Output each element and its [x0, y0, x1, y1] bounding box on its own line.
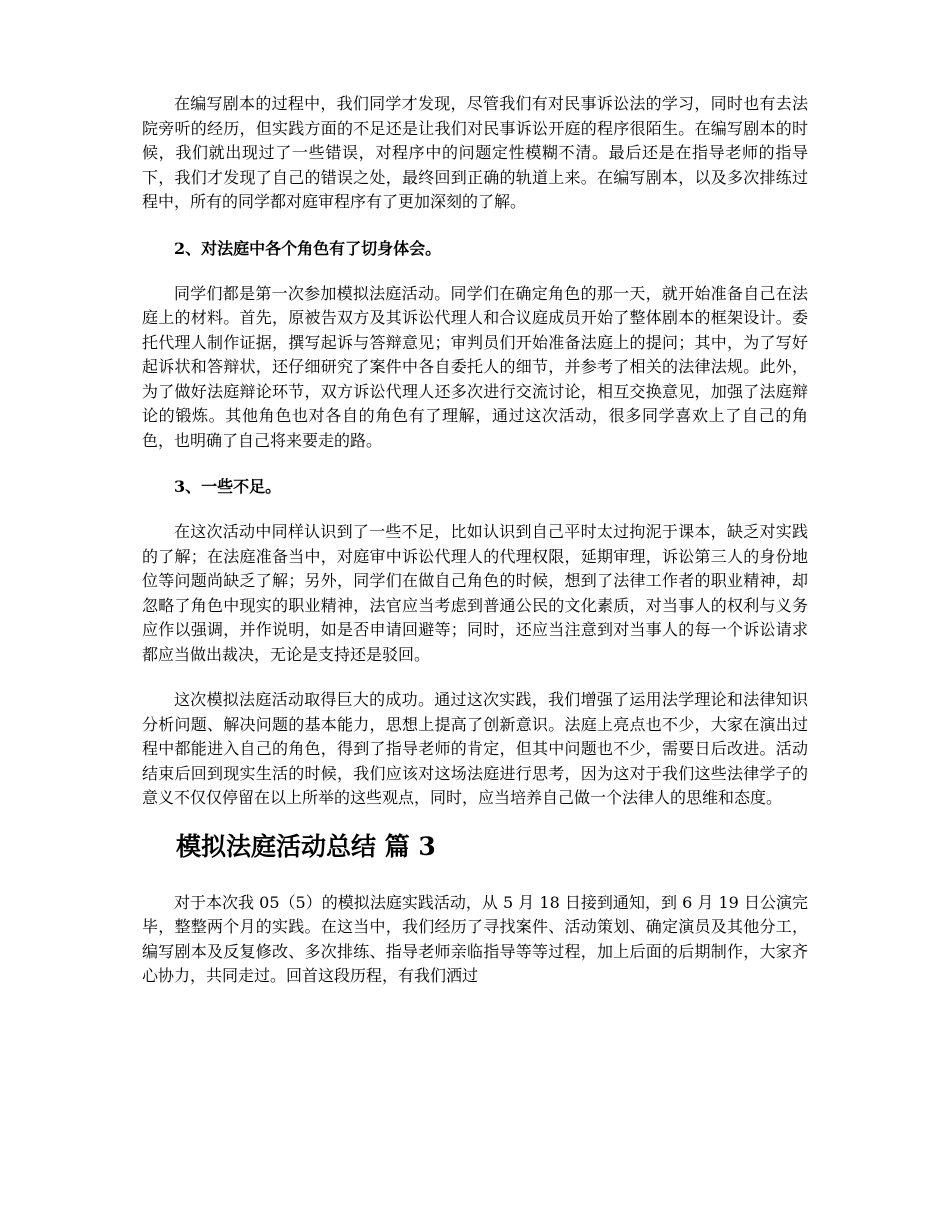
- paragraph-conclusion: 这次模拟法庭活动取得巨大的成功。通过这次实践，我们增强了运用法学理论和法律知识分析问题、解决问题的基本能力，思想上提高了创新意识。法庭上亮点也不少，大家在演出过程中都能进入自己的角色，得到了指导老师的肯定，但其中问题也不少，需要日后改进。活动结束后回到现实生活的时候，我们应该对这场法庭进行思考，因为这对于我们这些法律学子的意义不仅仅停留在以上所举的这些观点，同时，应当培养自己做一个法律人的思维和态度。: [142, 690, 808, 807]
- subheading-roles: 2、对法庭中各个角色有了切身体会。: [174, 238, 442, 258]
- section-title: 模拟法庭活动总结 篇 3: [176, 831, 436, 861]
- subheading-shortcomings: 3、一些不足。: [174, 477, 282, 496]
- paragraph-section3-intro: 对于本次我 05（5）的模拟法庭实践活动，从 5 月 18 日接到通知，到 6 月 19 日公演完毕，整整两个月的实践。在这当中，我们经历了寻找案件、活动策划、确定演员及其他分工，编写剧本及反复修改、多次排练、指导老师亲临指导等等过程，加上后面的后期制作，大家齐心协力，共同走过。回首这段历程，有我们洒过: [142, 892, 808, 985]
- paragraph-script-writing: 在编写剧本的过程中，我们同学才发现，尽管我们有对民事诉讼法的学习，同时也有去法院旁听的经历，但实践方面的不足还是让我们对民事诉讼开庭的程序很陌生。在编写剧本的时候，我们就出现过了一些错误，对程序中的问题定性模糊不清。最后还是在指导老师的指导下，我们才发现了自己的错误之处，最终回到正确的轨道上来。在编写剧本，以及多次排练过程中，所有的同学都对庭审程序有了更加深刻的了解。: [142, 94, 808, 211]
- document-page: [142, 92, 808, 989]
- paragraph-roles: 同学们都是第一次参加模拟法庭活动。同学们在确定角色的那一天，就开始准备自己在法庭上的材料。首先，原被告双方及其诉讼代理人和合议庭成员开始了整体剧本的框架设计。委托代理人制作证据，撰写起诉与答辩意见；审判员们开始准备法庭上的提问；其中，为了写好起诉状和答辩状，还仔细研究了案件中各自委托人的细节，并参考了相关的法律法规。此外，为了做好法庭辩论环节，双方诉讼代理人还多次进行交流讨论，相互交换意见，加强了法庭辩论的锻炼。其他角色也对各自的角色有了理解，通过这次活动，很多同学喜欢上了自己的角色，也明确了自己将来要走的路。: [142, 283, 808, 450]
- paragraph-shortcomings: 在这次活动中同样认识到了一些不足，比如认识到自己平时太过拘泥于课本，缺乏对实践的了解；在法庭准备当中，对庭审中诉讼代理人的代理权限，延期审理，诉讼第三人的身份地位等问题尚缺乏了解；另外，同学们在做自己角色的时候，想到了法律工作者的职业精神，却忽略了角色中现实的职业精神，法官应当考虑到普通公民的文化素质，对当事人的权利与义务应作以强调，并作说明，如是否申请回避等；同时，还应当注意到对当事人的每一个诉讼请求都应当做出裁决，无论是支持还是驳回。: [142, 522, 808, 664]
